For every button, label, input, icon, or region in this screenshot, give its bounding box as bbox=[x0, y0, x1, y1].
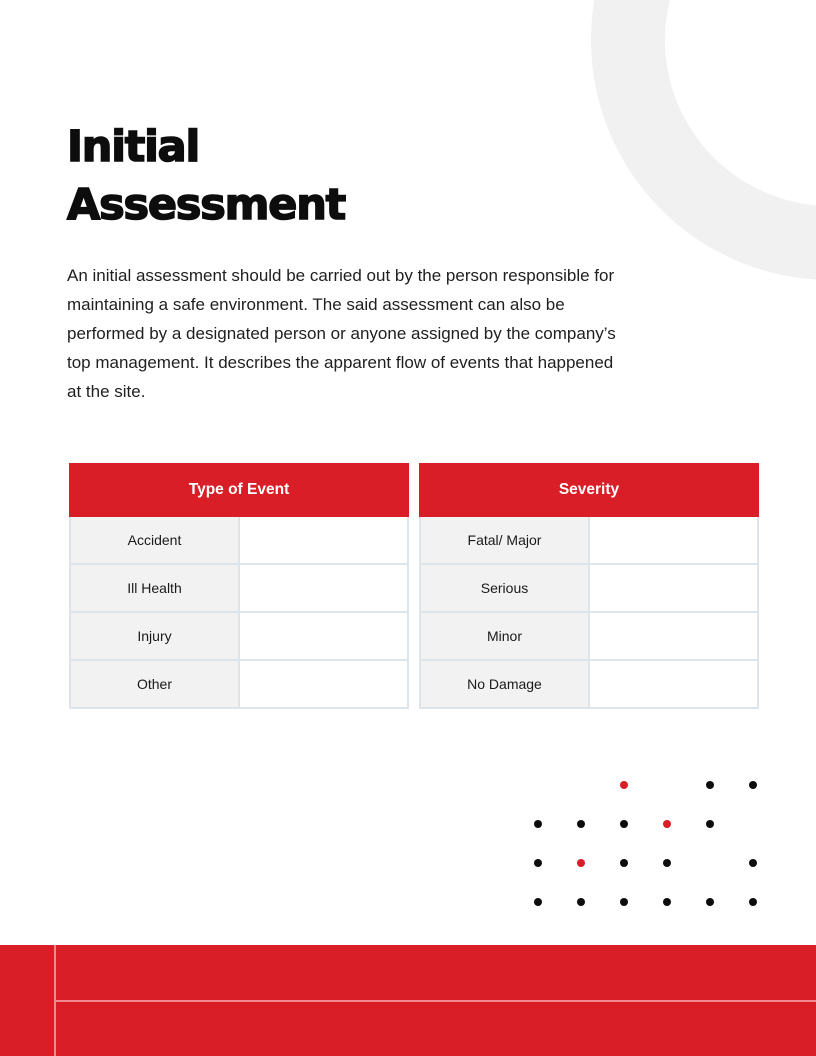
event-label-accident: Accident bbox=[70, 516, 239, 564]
severity-value-minor[interactable] bbox=[589, 612, 758, 660]
event-value-injury[interactable] bbox=[239, 612, 408, 660]
type-of-event-header: Type of Event bbox=[70, 464, 408, 516]
severity-label-no-damage: No Damage bbox=[420, 660, 589, 708]
red-dot-icon bbox=[663, 820, 671, 828]
severity-value-serious[interactable] bbox=[589, 564, 758, 612]
severity-value-no-damage[interactable] bbox=[589, 660, 758, 708]
event-label-other: Other bbox=[70, 660, 239, 708]
black-dot-icon bbox=[706, 898, 714, 906]
table-row bbox=[420, 612, 758, 660]
table-row bbox=[420, 516, 758, 564]
black-dot-icon bbox=[620, 859, 628, 867]
severity-value-fatal-major[interactable] bbox=[589, 516, 758, 564]
type-of-event-table bbox=[69, 463, 409, 709]
event-label-injury: Injury bbox=[70, 612, 239, 660]
event-value-other[interactable] bbox=[239, 660, 408, 708]
intro-paragraph: An initial assessment should be carried out by the person responsible for maintaining a safe environment. The said assessment can also be performed by a designated person or anyone assigned by the company’s top management. It describes the apparent flow of events that happened at the site. bbox=[67, 266, 616, 401]
black-dot-icon bbox=[749, 859, 757, 867]
event-value-accident[interactable] bbox=[239, 516, 408, 564]
footer-horizontal-line bbox=[55, 1000, 816, 1002]
title-line-1: Initial bbox=[67, 122, 200, 172]
red-dot-icon bbox=[620, 781, 628, 789]
title-line-2: Assessment bbox=[67, 180, 345, 230]
page-title bbox=[67, 118, 345, 234]
black-dot-icon bbox=[663, 898, 671, 906]
table-row bbox=[420, 564, 758, 612]
table-row bbox=[70, 612, 408, 660]
black-dot-icon bbox=[706, 820, 714, 828]
black-dot-icon bbox=[749, 898, 757, 906]
severity-label-fatal-major: Fatal/ Major bbox=[420, 516, 589, 564]
black-dot-icon bbox=[534, 859, 542, 867]
severity-label-serious: Serious bbox=[420, 564, 589, 612]
black-dot-icon bbox=[577, 898, 585, 906]
event-value-ill-health[interactable] bbox=[239, 564, 408, 612]
decorative-ring bbox=[591, 0, 816, 280]
table-row bbox=[70, 660, 408, 708]
severity-label-minor: Minor bbox=[420, 612, 589, 660]
black-dot-icon bbox=[620, 898, 628, 906]
event-label-ill-health: Ill Health bbox=[70, 564, 239, 612]
black-dot-icon bbox=[534, 820, 542, 828]
black-dot-icon bbox=[663, 859, 671, 867]
table-row bbox=[70, 564, 408, 612]
table-row bbox=[70, 516, 408, 564]
black-dot-icon bbox=[534, 898, 542, 906]
red-dot-icon bbox=[577, 859, 585, 867]
severity-table bbox=[419, 463, 759, 709]
black-dot-icon bbox=[706, 781, 714, 789]
table-row bbox=[420, 660, 758, 708]
black-dot-icon bbox=[577, 820, 585, 828]
footer-band bbox=[0, 945, 816, 1056]
severity-header: Severity bbox=[420, 464, 758, 516]
black-dot-icon bbox=[620, 820, 628, 828]
black-dot-icon bbox=[749, 781, 757, 789]
